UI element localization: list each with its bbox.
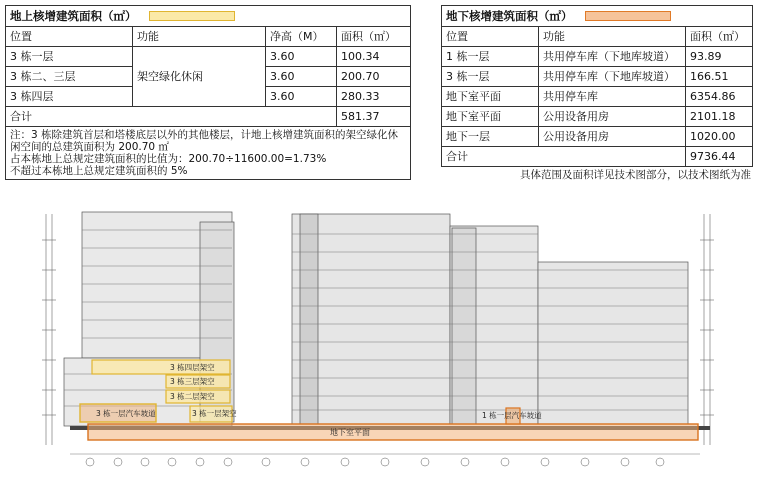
caption-note: 具体范围及面积详见技术图部分，以技术图纸为准 (520, 169, 751, 181)
below-ground-area-table (441, 5, 753, 167)
above-title-text: 地上核增建筑面积（㎡） (10, 8, 137, 23)
total-label: 合计 (6, 107, 337, 127)
header-function: 功能 (539, 27, 686, 47)
total-value: 9736.44 (686, 147, 753, 167)
total-label: 合计 (442, 147, 686, 167)
header-function: 功能 (133, 27, 266, 47)
header-position: 位置 (6, 27, 133, 47)
above-table-title (6, 6, 411, 27)
note-line: 占本栋地上总规定建筑面积的比值为：200.70÷11600.00=1.73% (10, 153, 327, 165)
right-dimension-ruler (700, 214, 714, 445)
cell-function-merged: 架空绿化休闲 (133, 47, 266, 107)
label-b3-ramp: 3 栋一层汽车坡道 (96, 409, 156, 418)
cell-height: 3.60 (266, 87, 337, 107)
cell-function: 公用设备用房 (539, 127, 686, 147)
above-ground-area-table (5, 5, 411, 180)
cell-area: 1020.00 (686, 127, 753, 147)
note-line: 注：3 栋除建筑首层和塔楼底层以外的其他楼层，计地上核增建筑面积的架空绿化休闲空间的总建筑面积为 200.70 ㎡ (10, 129, 399, 153)
cell-position: 地下室平面 (442, 107, 539, 127)
cell-position: 3 栋一层 (6, 47, 133, 67)
cell-height: 3.60 (266, 67, 337, 87)
label-b1-ramp: 1 栋一层汽车坡道 (482, 411, 542, 420)
label-b3-floor3: 3 栋三层架空 (170, 377, 215, 386)
above-notes (6, 127, 411, 180)
cell-function: 共用停车库（下地库坡道） (539, 67, 686, 87)
cell-position: 3 栋二、三层 (6, 67, 133, 87)
below-title-text: 地下核增建筑面积（㎡） (446, 8, 573, 23)
header-area: 面积（㎡） (337, 27, 411, 47)
above-legend-swatch (149, 11, 235, 21)
axis-markers (86, 458, 664, 466)
cell-function: 公用设备用房 (539, 107, 686, 127)
cell-area: 280.33 (337, 87, 411, 107)
header-height: 净高（M） (266, 27, 337, 47)
label-b3-floor4: 3 栋四层架空 (170, 363, 215, 372)
header-area: 面积（㎡） (686, 27, 753, 47)
below-table-title (442, 6, 753, 27)
cell-position: 地下一层 (442, 127, 539, 147)
cell-function: 共用停车库（下地库坡道） (539, 47, 686, 67)
cell-area: 100.34 (337, 47, 411, 67)
left-dimension-ruler (42, 214, 56, 445)
cell-area: 2101.18 (686, 107, 753, 127)
note-line: 不超过本栋地上总规定建筑面积的 5% (10, 165, 188, 177)
cell-area: 166.51 (686, 67, 753, 87)
label-b3-floor2: 3 栋二层架空 (170, 392, 215, 401)
label-b3-floor1: 3 栋一层架空 (192, 409, 237, 418)
cell-position: 3 栋一层 (442, 67, 539, 87)
total-value: 581.37 (337, 107, 411, 127)
section-drawing (0, 200, 760, 482)
cell-area: 6354.86 (686, 87, 753, 107)
cell-position: 3 栋四层 (6, 87, 133, 107)
basement-highlight (88, 424, 698, 440)
cell-position: 地下室平面 (442, 87, 539, 107)
header-position: 位置 (442, 27, 539, 47)
cell-area: 200.70 (337, 67, 411, 87)
building-1-complex (292, 214, 688, 424)
cell-position: 1 栋一层 (442, 47, 539, 67)
below-legend-swatch (585, 11, 671, 21)
cell-function: 共用停车库 (539, 87, 686, 107)
basement-label: 地下室平面 (330, 428, 370, 437)
cell-area: 93.89 (686, 47, 753, 67)
cell-height: 3.60 (266, 47, 337, 67)
